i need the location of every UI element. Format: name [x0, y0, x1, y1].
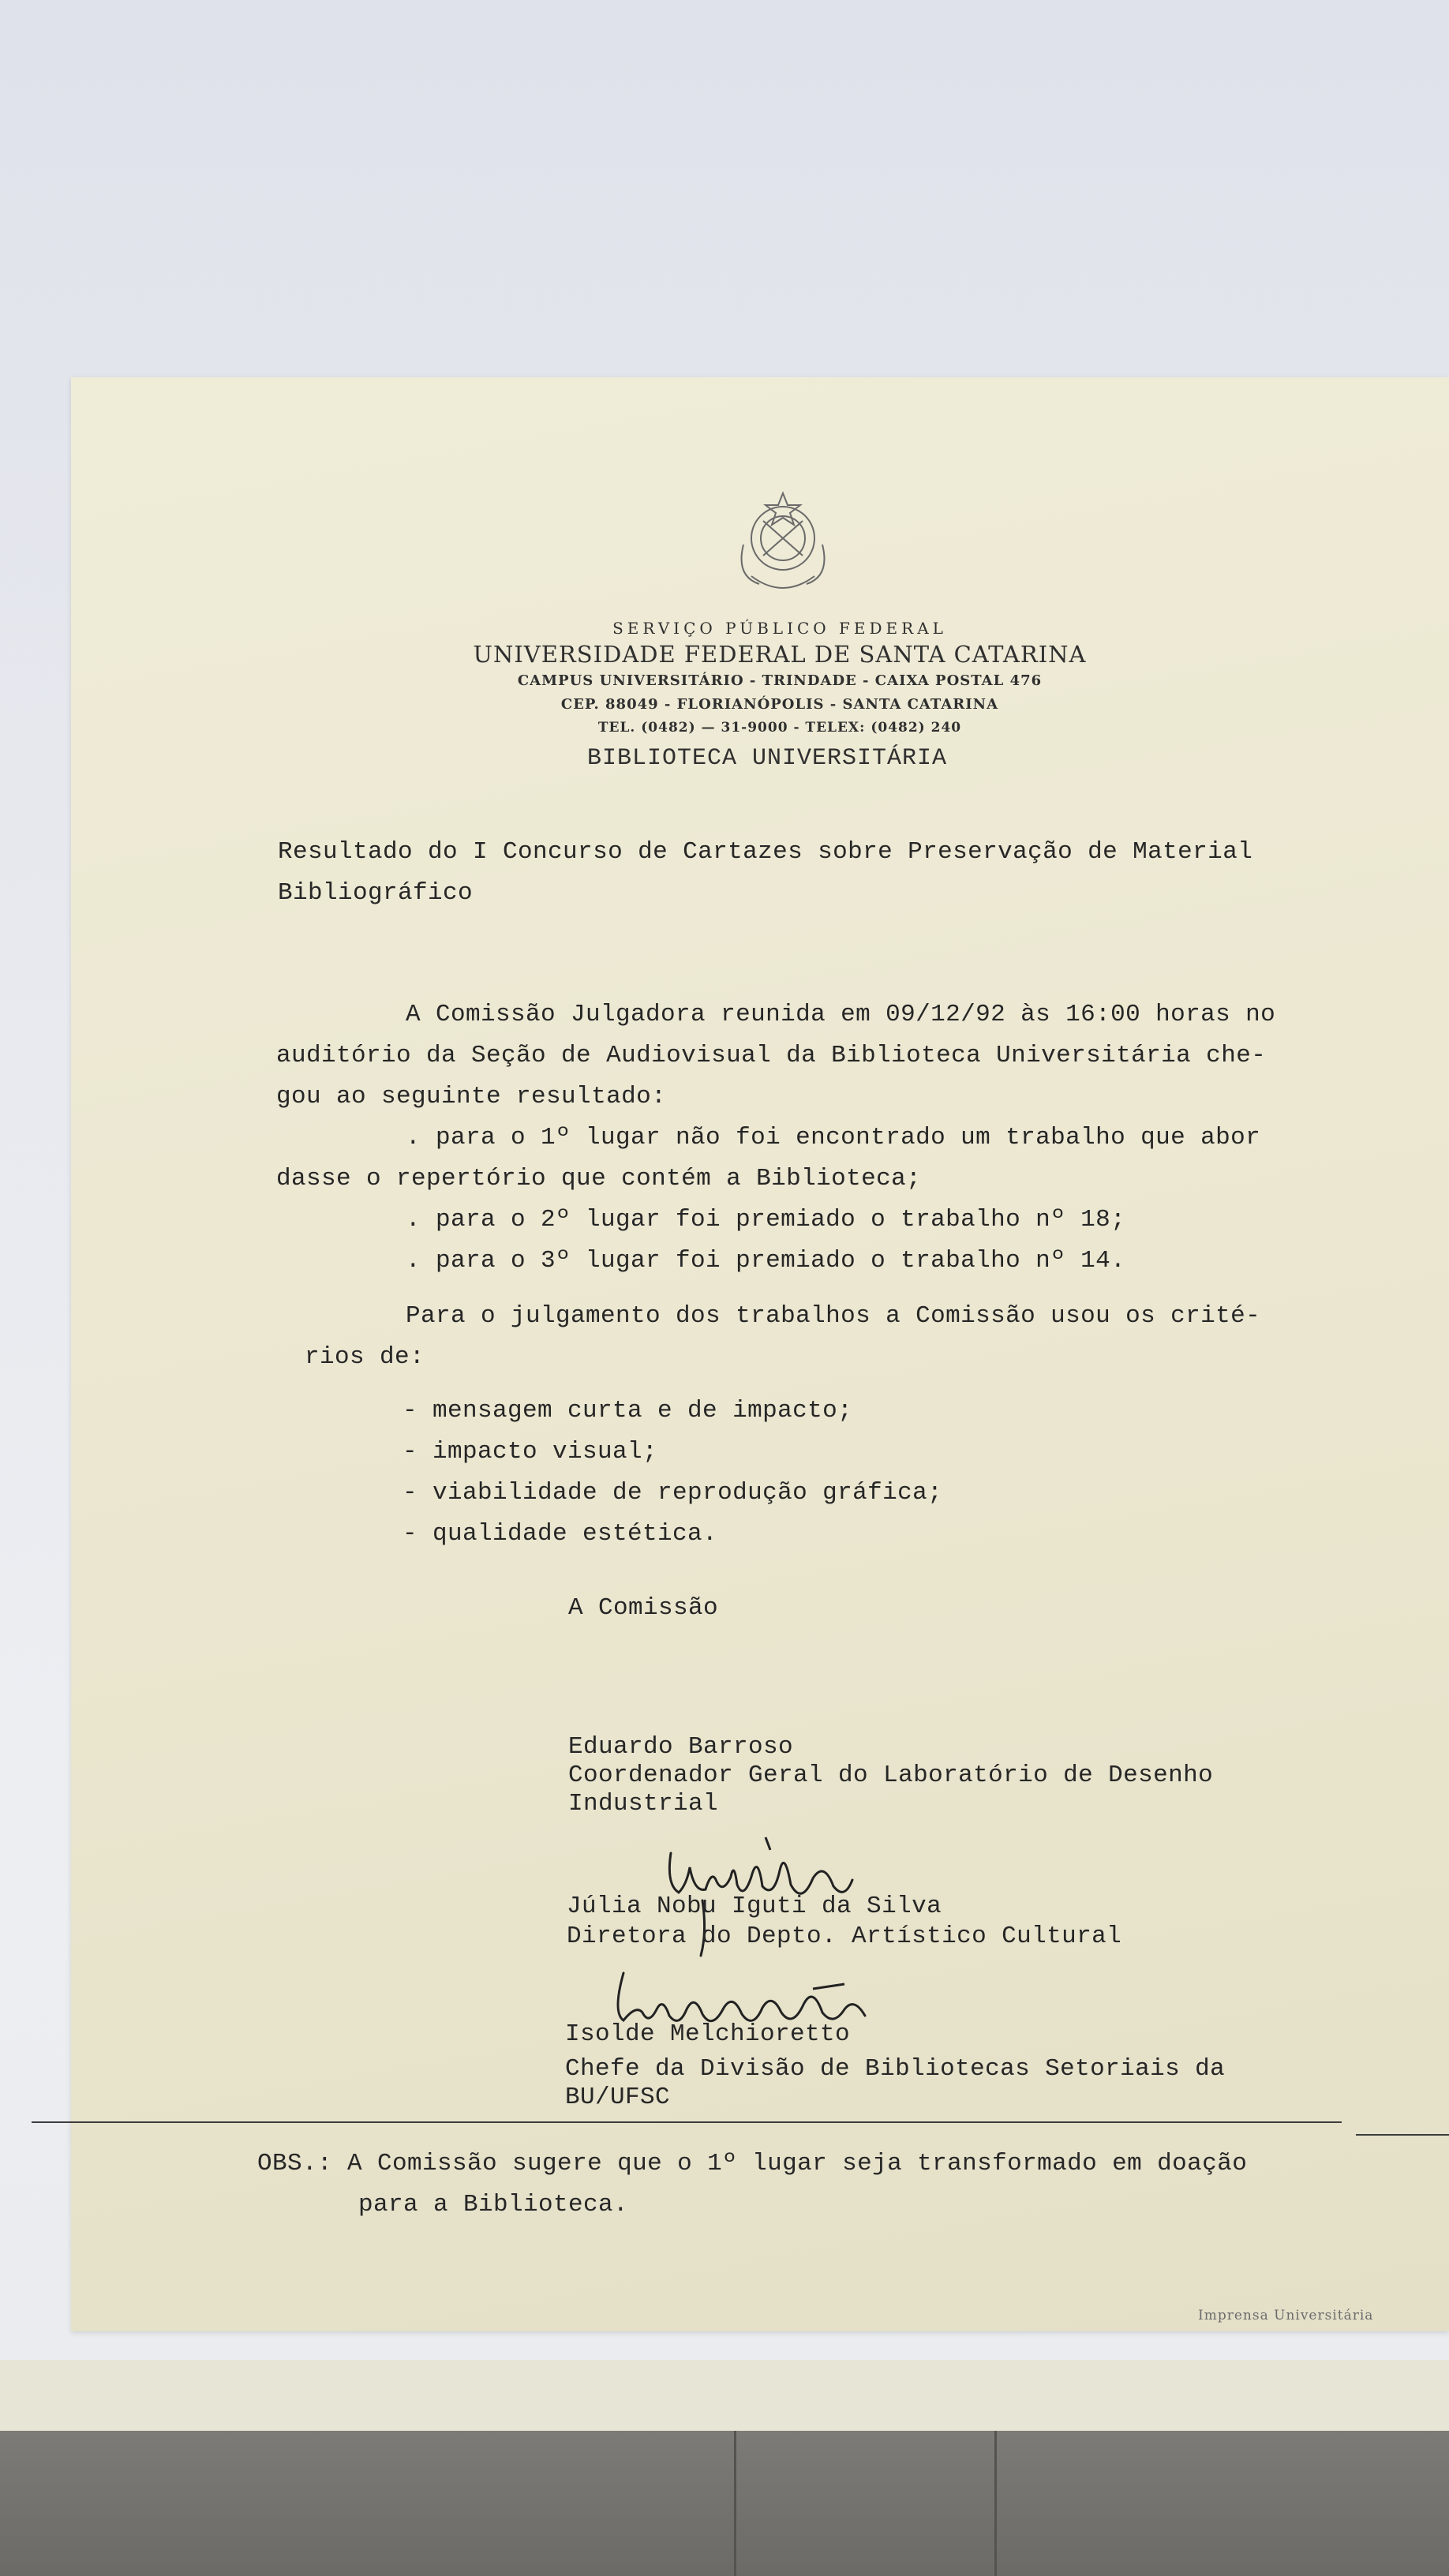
obs-note: OBS.: A Comissão sugere que o 1º lugar seja transformado em doação [257, 2150, 1248, 2177]
criteria-item: - qualidade estética. [402, 1520, 718, 1548]
criteria-item: - mensagem curta e de impacto; [402, 1397, 853, 1425]
signatory-role: Chefe da Divisão de Bibliotecas Setoriais da [565, 2055, 1226, 2083]
criteria-item: - impacto visual; [402, 1438, 658, 1466]
result-item: . para o 2º lugar foi premiado o trabalho nº 18; [406, 1206, 1126, 1234]
commission-label: A Comissão [568, 1594, 719, 1622]
letterhead-service: SERVIÇO PÚBLICO FEDERAL [612, 619, 947, 638]
table-edge [0, 2360, 1449, 2431]
paragraph-line: gou ao seguinte resultado: [276, 1083, 667, 1110]
signatory-name: Isolde Melchioretto [565, 2020, 851, 2048]
paragraph-line: rios de: [305, 1343, 425, 1371]
signatory-role: BU/UFSC [565, 2084, 671, 2111]
printer-mark: Imprensa Universitária [1198, 2308, 1374, 2323]
floor-seam [994, 2431, 997, 2576]
result-item: . para o 3º lugar foi premiado o trabalho nº 14. [406, 1247, 1126, 1275]
signatory-name: Eduardo Barroso [568, 1733, 794, 1761]
letterhead-campus: CAMPUS UNIVERSITÁRIO - TRINDADE - CAIXA POSTAL 476 [517, 672, 1043, 689]
signatory-role: Industrial [568, 1790, 719, 1818]
separator-line [1356, 2134, 1449, 2136]
letterhead-cep: CEP. 88049 - FLORIANÓPOLIS - SANTA CATARINA [560, 696, 999, 713]
separator-line [32, 2121, 1342, 2123]
criteria-item: - viabilidade de reprodução gráfica; [402, 1479, 943, 1507]
letterhead-department: BIBLIOTECA UNIVERSITÁRIA [586, 745, 948, 772]
paragraph-line: Para o julgamento dos trabalhos a Comissão usou os crité- [406, 1302, 1261, 1330]
document-title: Resultado do I Concurso de Cartazes sobre Preservação de Material [278, 838, 1253, 866]
signatory-role: Coordenador Geral do Laboratório de Desenho [568, 1762, 1214, 1789]
document-title-cont: Bibliográfico [278, 879, 474, 907]
floor-background [0, 2431, 1449, 2576]
floor-seam [734, 2431, 736, 2576]
result-item: . para o 1º lugar não foi encontrado um trabalho que abor [406, 1124, 1261, 1151]
letterhead-phone: TEL. (0482) — 31-9000 - TELEX: (0482) 240 [597, 720, 962, 736]
result-item: dasse o repertório que contém a Biblioteca; [276, 1165, 922, 1193]
signatory-role: Diretora do Depto. Artístico Cultural [567, 1923, 1122, 1950]
letterhead-university: UNIVERSIDADE FEDERAL DE SANTA CATARINA [473, 641, 1087, 668]
paragraph-line: auditório da Seção de Audiovisual da Biblioteca Universitária che- [276, 1042, 1267, 1069]
signatory-name: Júlia Nobu Iguti da Silva [567, 1893, 942, 1920]
obs-note-cont: para a Biblioteca. [358, 2191, 629, 2218]
paragraph-line: A Comissão Julgadora reunida em 09/12/92 às 16:00 horas no [406, 1001, 1276, 1028]
coat-of-arms-seal-icon [728, 489, 838, 608]
